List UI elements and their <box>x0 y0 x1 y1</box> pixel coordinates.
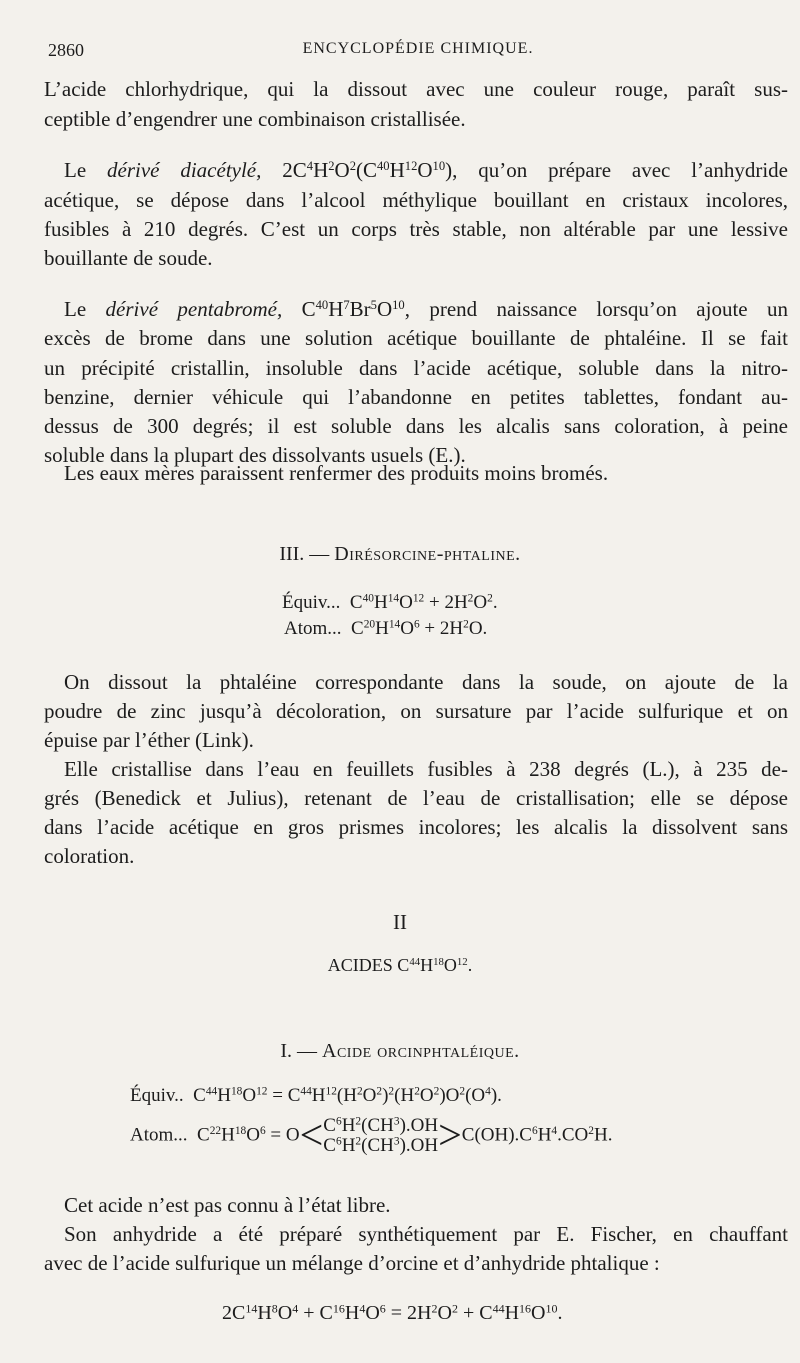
para3-line6: soluble dans la plupart des dissolvants usuels (E.). <box>44 443 466 467</box>
chapter2-title: ACIDES <box>327 955 393 975</box>
para3-line5: dessus de 300 degrés; il est soluble dans les alcalis sans coloration, à peine <box>44 414 788 438</box>
page-number: 2860 <box>48 40 84 60</box>
para3-intro: Le <box>64 297 87 321</box>
term-pentabrome: dérivé pentabromé, <box>105 297 283 321</box>
equiv-formula-1: Équiv... $C^{40}H^{14}O^{12} + 2H^2O^2$. <box>282 592 498 613</box>
para3-line4: benzine, dernier véhicule qui l’abandonne en petites tablettes, fondant au- <box>44 385 788 409</box>
section3-title: Dirésorcine-phtaline. <box>334 543 521 565</box>
equiv-label: Équiv... <box>282 592 341 613</box>
running-title: ENCYCLOPÉDIE CHIMIQUE. <box>302 40 534 57</box>
para4-line5: grés (Benedick et Julius), retenant de l’eau de cristallisation; elle se dépose <box>44 786 788 810</box>
para4-line6: dans l’acide acétique en gros prismes incolores; les alcalis la dissolvent sans <box>44 815 788 839</box>
para2-intro: Le <box>64 158 87 182</box>
para3-line7: Les eaux mères paraissent renfermer des produits moins bromés. <box>64 461 609 485</box>
para2-after: qu’on prépare avec l’anhydride <box>478 158 789 182</box>
formula-pentabrome: $C^{40}H^7Br^5O^{10}$, <box>301 297 410 321</box>
section1-title: Acide orcinphtaléique. <box>322 1040 520 1062</box>
para3-line1 <box>44 294 788 324</box>
para5-line3: avec de l’acide sulfurique un mélange d’orcine et d’anhydride phtalique : <box>44 1251 660 1275</box>
section1-numeral: I. — <box>280 1040 318 1062</box>
para3-after: prend naissance lorsqu’on ajoute un <box>429 297 788 321</box>
equiv-label-2: Équiv.. <box>130 1085 184 1106</box>
para4-line1-text: On dissout la phtaléine correspondante dans la soude, on ajoute de la <box>64 670 788 694</box>
para1-line2: ceptible d’engendrer une combinaison cristallisée. <box>44 107 466 131</box>
para3-line2: excès de brome dans une solution acétique bouillante de phtaléine. Il se fait <box>44 326 788 350</box>
para4-line1 <box>44 667 788 697</box>
section1-heading <box>0 1040 800 1063</box>
para4-line7: coloration. <box>44 844 135 868</box>
atom-formula-2: Atom... $C^{22}H^{18}O^6 = O<$ $C^6H^2(CH^3).OH$ $C^6H^2(CH^3).OH$ $>C(OH).C^6H^4.CO^2H$. <box>130 1113 613 1159</box>
atom-formula-1: Atom... $C^{20}H^{14}O^6 + 2H^2O$. <box>284 618 488 639</box>
para5-line2: Son anhydride a été préparé synthétiquement par E. Fischer, en chauffant <box>64 1222 788 1246</box>
para4-line3: épuise par l’éther (Link). <box>44 728 254 752</box>
para4-line4: Elle cristallise dans l’eau en feuillets fusibles à 238 degrés (L.), à 235 de- <box>64 757 788 781</box>
term-diacetyle: dérivé diacétylé, <box>107 158 262 182</box>
equiv-formula-2: Équiv.. $C^{44}H^{18}O^{12} = C^{44}H^{12}(H^2O^2)^2(H^2O^2)O^2(O^4)$. <box>130 1085 502 1106</box>
section3-numeral: III. — <box>279 543 330 565</box>
section3-heading <box>0 543 800 566</box>
para2-line2: acétique, se dépose dans l’alcool méthylique bouillant en cristaux incolores, <box>44 188 788 212</box>
chapter2-numeral: II <box>393 910 407 934</box>
para1-line1: L’acide chlorhydrique, qui la dissout avec une couleur rouge, paraît sus- <box>44 77 788 101</box>
formula-diacetyle: $2C^4H^2O^2(C^{40}H^{12}O^{10})$, <box>282 158 458 182</box>
atom-label: Atom... <box>284 618 342 639</box>
para5-line1: Cet acide n’est pas connu à l’état libre. <box>64 1193 391 1217</box>
para2-line3: fusibles à 210 degrés. C’est un corps très stable, non altérable par une lessive <box>44 217 788 241</box>
atom-label-2: Atom... <box>130 1124 188 1146</box>
para3-line3: un précipité cristallin, insoluble dans l’acide acétique, soluble dans la nitro- <box>44 356 788 380</box>
page-header <box>48 40 788 64</box>
para4-line2: poudre de zinc jusqu’à décoloration, on sursature par l’acide sulfurique et on <box>44 699 788 723</box>
para2-line4: bouillante de soude. <box>44 246 213 270</box>
para2-line1 <box>44 155 788 185</box>
chapter2-heading: ACIDES $C^{44}H^{18}O^{12}$. <box>327 955 473 975</box>
final-equation: $2C^{14}H^8O^4 + C^{16}H^4O^6 = 2H^2O^2 + C^{44}H^{16}O^{10}$. <box>222 1301 563 1324</box>
